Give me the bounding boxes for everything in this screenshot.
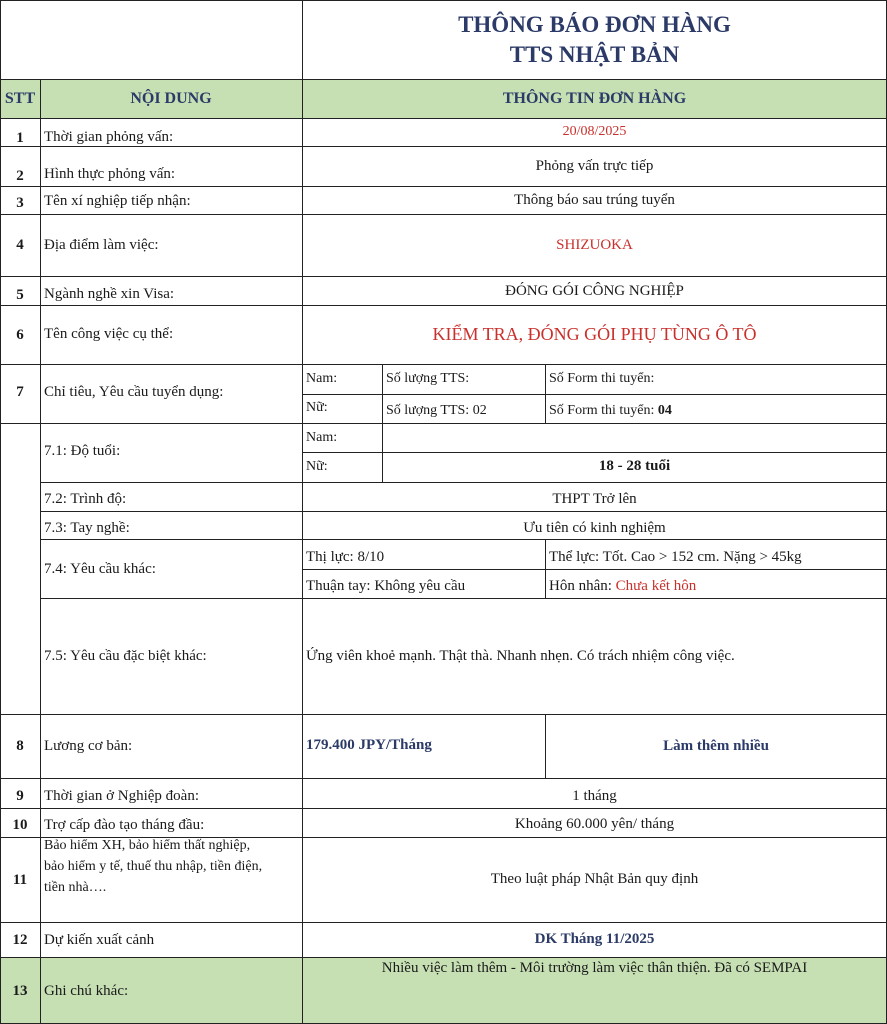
row-7-1-label: 7.1: Độ tuổi: <box>44 443 121 459</box>
row-10-label: Trợ cấp đào tạo tháng đầu: <box>44 817 205 833</box>
row-7-1-male: Nam: <box>306 430 338 445</box>
row-4-value: SHIZUOKA <box>556 237 633 253</box>
row-7-1-female-value: 18 - 28 tuổi <box>598 458 671 474</box>
row-7-female-form <box>549 403 672 419</box>
row-7-4-eyesight: Thị lực: 8/10 <box>306 549 385 565</box>
row-8-no: 8 <box>16 738 24 754</box>
row-12-value: DK Tháng 11/2025 <box>534 931 655 947</box>
row-9-no: 9 <box>16 788 24 804</box>
row-2-label: Hình thực phỏng vấn: <box>44 166 176 182</box>
row-13-value: Nhiều việc làm thêm - Môi trường làm việc thân thiện. Đã có SEMPAI <box>381 960 808 976</box>
row-2-no: 2 <box>16 168 24 184</box>
row-7-female-form-label: Số Form thi tuyển: <box>549 403 655 418</box>
row-1-no: 1 <box>16 130 24 146</box>
row-11-label-line-3: tiền nhà…. <box>44 880 107 895</box>
row-7-female: Nữ: <box>306 400 328 415</box>
row-6-no: 6 <box>16 327 24 343</box>
row-7-label: Chỉ tiêu, Yêu cầu tuyển dụng: <box>44 384 224 400</box>
row-6-value: KIỂM TRA, ĐÓNG GÓI PHỤ TÙNG Ô TÔ <box>432 324 757 344</box>
row-7-1-female: Nữ: <box>306 459 328 474</box>
row-1-label: Thời gian phỏng vấn: <box>44 129 174 145</box>
header-stt: STT <box>4 90 36 107</box>
row-7-3-value: Ưu tiên có kinh nghiệm <box>523 520 666 536</box>
row-7-5-label: 7.5: Yêu cầu đặc biệt khác: <box>44 648 207 664</box>
row-11-no: 11 <box>12 872 28 888</box>
row-5-label: Ngành nghề xin Visa: <box>44 286 175 302</box>
row-4-label: Địa điểm làm việc: <box>44 237 159 253</box>
row-12-label: Dự kiến xuất cảnh <box>44 932 155 948</box>
row-10-value: Khoảng 60.000 yên/ tháng <box>514 816 675 832</box>
row-7-4-marital-label: Hôn nhân: <box>549 578 612 594</box>
row-8-salary: 179.400 JPY/Tháng <box>306 737 432 753</box>
row-2-value: Phỏng vấn trực tiếp <box>535 158 654 174</box>
row-7-4-label: 7.4: Yêu cầu khác: <box>44 561 156 577</box>
row-7-4-handedness: Thuận tay: Không yêu cầu <box>306 578 466 594</box>
row-7-female-qty: Số lượng TTS: 02 <box>386 403 487 418</box>
header-info: THÔNG TIN ĐƠN HÀNG <box>502 90 687 107</box>
row-7-male: Nam: <box>306 371 338 386</box>
row-7-4-physique: Thể lực: Tốt. Cao > 152 cm. Nặng > 45kg <box>549 549 802 565</box>
row-12-no: 12 <box>12 932 28 948</box>
row-3-no: 3 <box>16 195 24 211</box>
row-3-value: Thông báo sau trúng tuyển <box>514 192 675 208</box>
row-7-4-marital <box>549 578 696 595</box>
row-7-female-form-value: 04 <box>657 403 672 418</box>
row-7-male-form: Số Form thi tuyển: <box>549 371 655 386</box>
row-8-overtime: Làm thêm nhiều <box>663 738 769 754</box>
row-7-2-value: THPT Trở lên <box>552 491 637 507</box>
row-8-label: Lương cơ bản: <box>44 738 133 754</box>
row-5-no: 5 <box>16 287 24 303</box>
row-7-male-qty: Số lượng TTS: <box>386 371 470 386</box>
title-line-2: TTS NHẬT BẢN <box>509 42 680 67</box>
row-3-label: Tên xí nghiệp tiếp nhận: <box>44 193 191 209</box>
row-11-label-line-2: bảo hiểm y tế, thuế thu nhập, tiền điện, <box>44 859 263 874</box>
row-5-value: ĐÓNG GÓI CÔNG NGHIỆP <box>505 283 684 299</box>
row-11-value: Theo luật pháp Nhật Bản quy định <box>490 871 699 887</box>
row-11-label-line-1: Bảo hiểm XH, bảo hiểm thất nghiệp, <box>44 838 251 853</box>
row-9-value: 1 tháng <box>572 788 617 804</box>
row-9-label: Thời gian ở Nghiệp đoàn: <box>44 788 200 804</box>
header-content: NỘI DUNG <box>130 90 212 107</box>
row-7-3-label: 7.3: Tay nghề: <box>44 520 130 536</box>
row-10-no: 10 <box>12 817 28 833</box>
row-4-no: 4 <box>16 237 24 253</box>
row-7-2-label: 7.2: Trình độ: <box>44 491 127 507</box>
row-6-label: Tên công việc cụ thể: <box>44 326 174 342</box>
row-7-no: 7 <box>16 384 24 400</box>
title-line-1: THÔNG BÁO ĐƠN HÀNG <box>458 12 731 37</box>
row-7-5-value: Ứng viên khoẻ mạnh. Thật thà. Nhanh nhẹn. Có trách nhiệm công việc. <box>306 648 735 664</box>
row-13-label: Ghi chú khác: <box>44 983 129 999</box>
row-1-value: 20/08/2025 <box>562 124 627 139</box>
row-7-4-marital-value: Chưa kết hôn <box>615 578 697 594</box>
row-13-no: 13 <box>12 983 28 999</box>
